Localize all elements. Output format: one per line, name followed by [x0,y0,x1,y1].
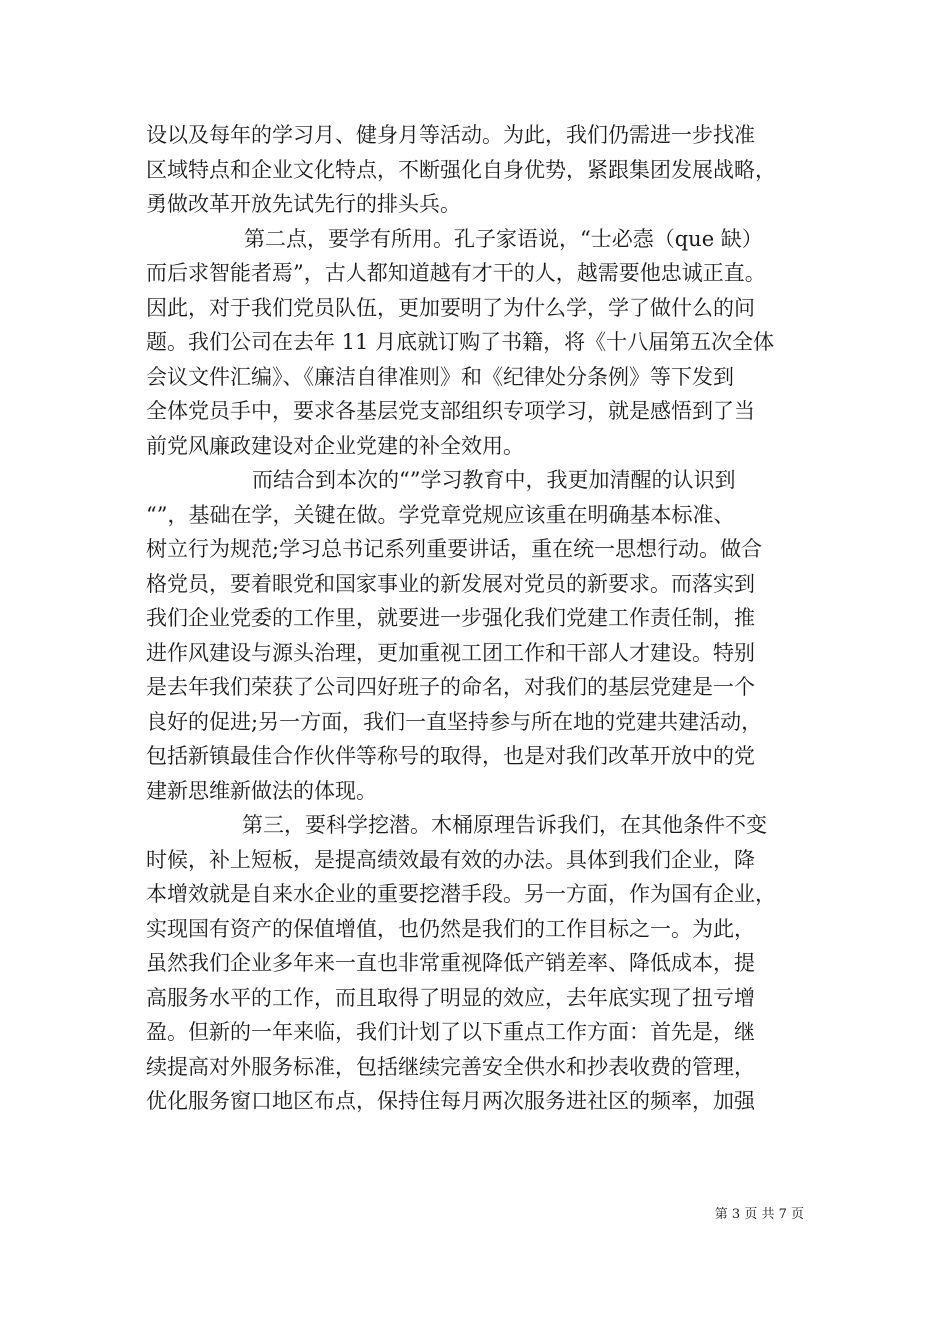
text-line: 区域特点和企业文化特点，不断强化自身优势，紧跟集团发展战略， [146,157,776,182]
text-line: 树立行为规范;学习总书记系列重要讲话，重在统一思想行动。做合 [146,537,763,561]
text-line: 格党员，要着眼党和国家事业的新发展对党员的新要求。而落实到 [146,571,755,596]
text-line: 设以及每年的学习月、健身月等活动。为此，我们仍需进一步找准 [146,123,755,147]
text-line: 虽然我们企业多年来一直也非常重视降低产销差率、降低成本，提 [146,951,755,975]
text-line: 会议文件汇编》、《廉洁自律准则》和《纪律处分条例》等下发到 [146,364,734,389]
paragraph-start-line: 第二点，要学有所用。孔子家语说，“士必悫（que 缺） [244,226,763,251]
text-line: 全体党员手中，要求各基层党支部组织专项学习，就是感悟到了当 [146,399,755,423]
text-line: 包括新镇最佳合作伙伴等称号的取得，也是对我们改革开放中的党 [146,744,755,768]
document-body [146,118,826,1119]
text-line: “”，基础在学，关键在做。学党章党规应该重在明确基本标准、 [146,502,735,527]
text-line: 前党风廉政建设对企业党建的补全效用。 [146,433,524,458]
text-line: 时候，补上短板，是提高绩效最有效的办法。具体到我们企业，降 [146,847,755,872]
text-line: 是去年我们荣获了公司四好班子的命名，对我们的基层党建是一个 [146,675,755,699]
text-line: 实现国有资产的保值增值，也仍然是我们的工作目标之一。为此， [146,916,755,941]
text-line: 因此，对于我们党员队伍，更加要明了为什么学，学了做什么的问 [146,295,755,320]
page-indicator: 第 3 页 共 7 页 [714,1207,804,1222]
paragraph-start-line: 而结合到本次的“”学习教育中，我更加清醒的认识到 [252,468,736,492]
text-line: 勇做改革开放先试先行的排头兵。 [146,192,461,216]
text-line: 高服务水平的工作，而且取得了明显的效应，去年底实现了扭亏增 [146,985,755,1010]
paragraph-start-line: 第三，要科学挖潜。木桶原理告诉我们，在其他条件不变 [242,813,767,837]
text-line: 本增效就是自来水企业的重要挖潜手段。另一方面，作为国有企业， [146,882,776,906]
text-line: 良好的促进;另一方面，我们一直坚持参与所在地的党建共建活动， [146,709,763,734]
text-line: 我们企业党委的工作里，就要进一步强化我们党建工作责任制，推 [146,606,755,630]
text-line: 盈。但新的一年来临，我们计划了以下重点工作方面：首先是，继 [146,1020,755,1044]
text-line: 续提高对外服务标准，包括继续完善安全供水和抄表收费的管理， [146,1054,755,1079]
text-line: 进作风建设与源头治理，更加重视工团工作和干部人才建设。特别 [146,640,755,665]
text-line: 优化服务窗口地区布点，保持住每月两次服务进社区的频率，加强 [146,1089,755,1113]
text-line: 建新思维新做法的体现。 [146,778,377,803]
text-line: 题。我们公司在去年 11 月底就订购了书籍，将《十八届第五次全体 [146,330,775,354]
text-line: 而后求智能者焉”，古人都知道越有才干的人，越需要他忠诚正直。 [146,261,766,285]
